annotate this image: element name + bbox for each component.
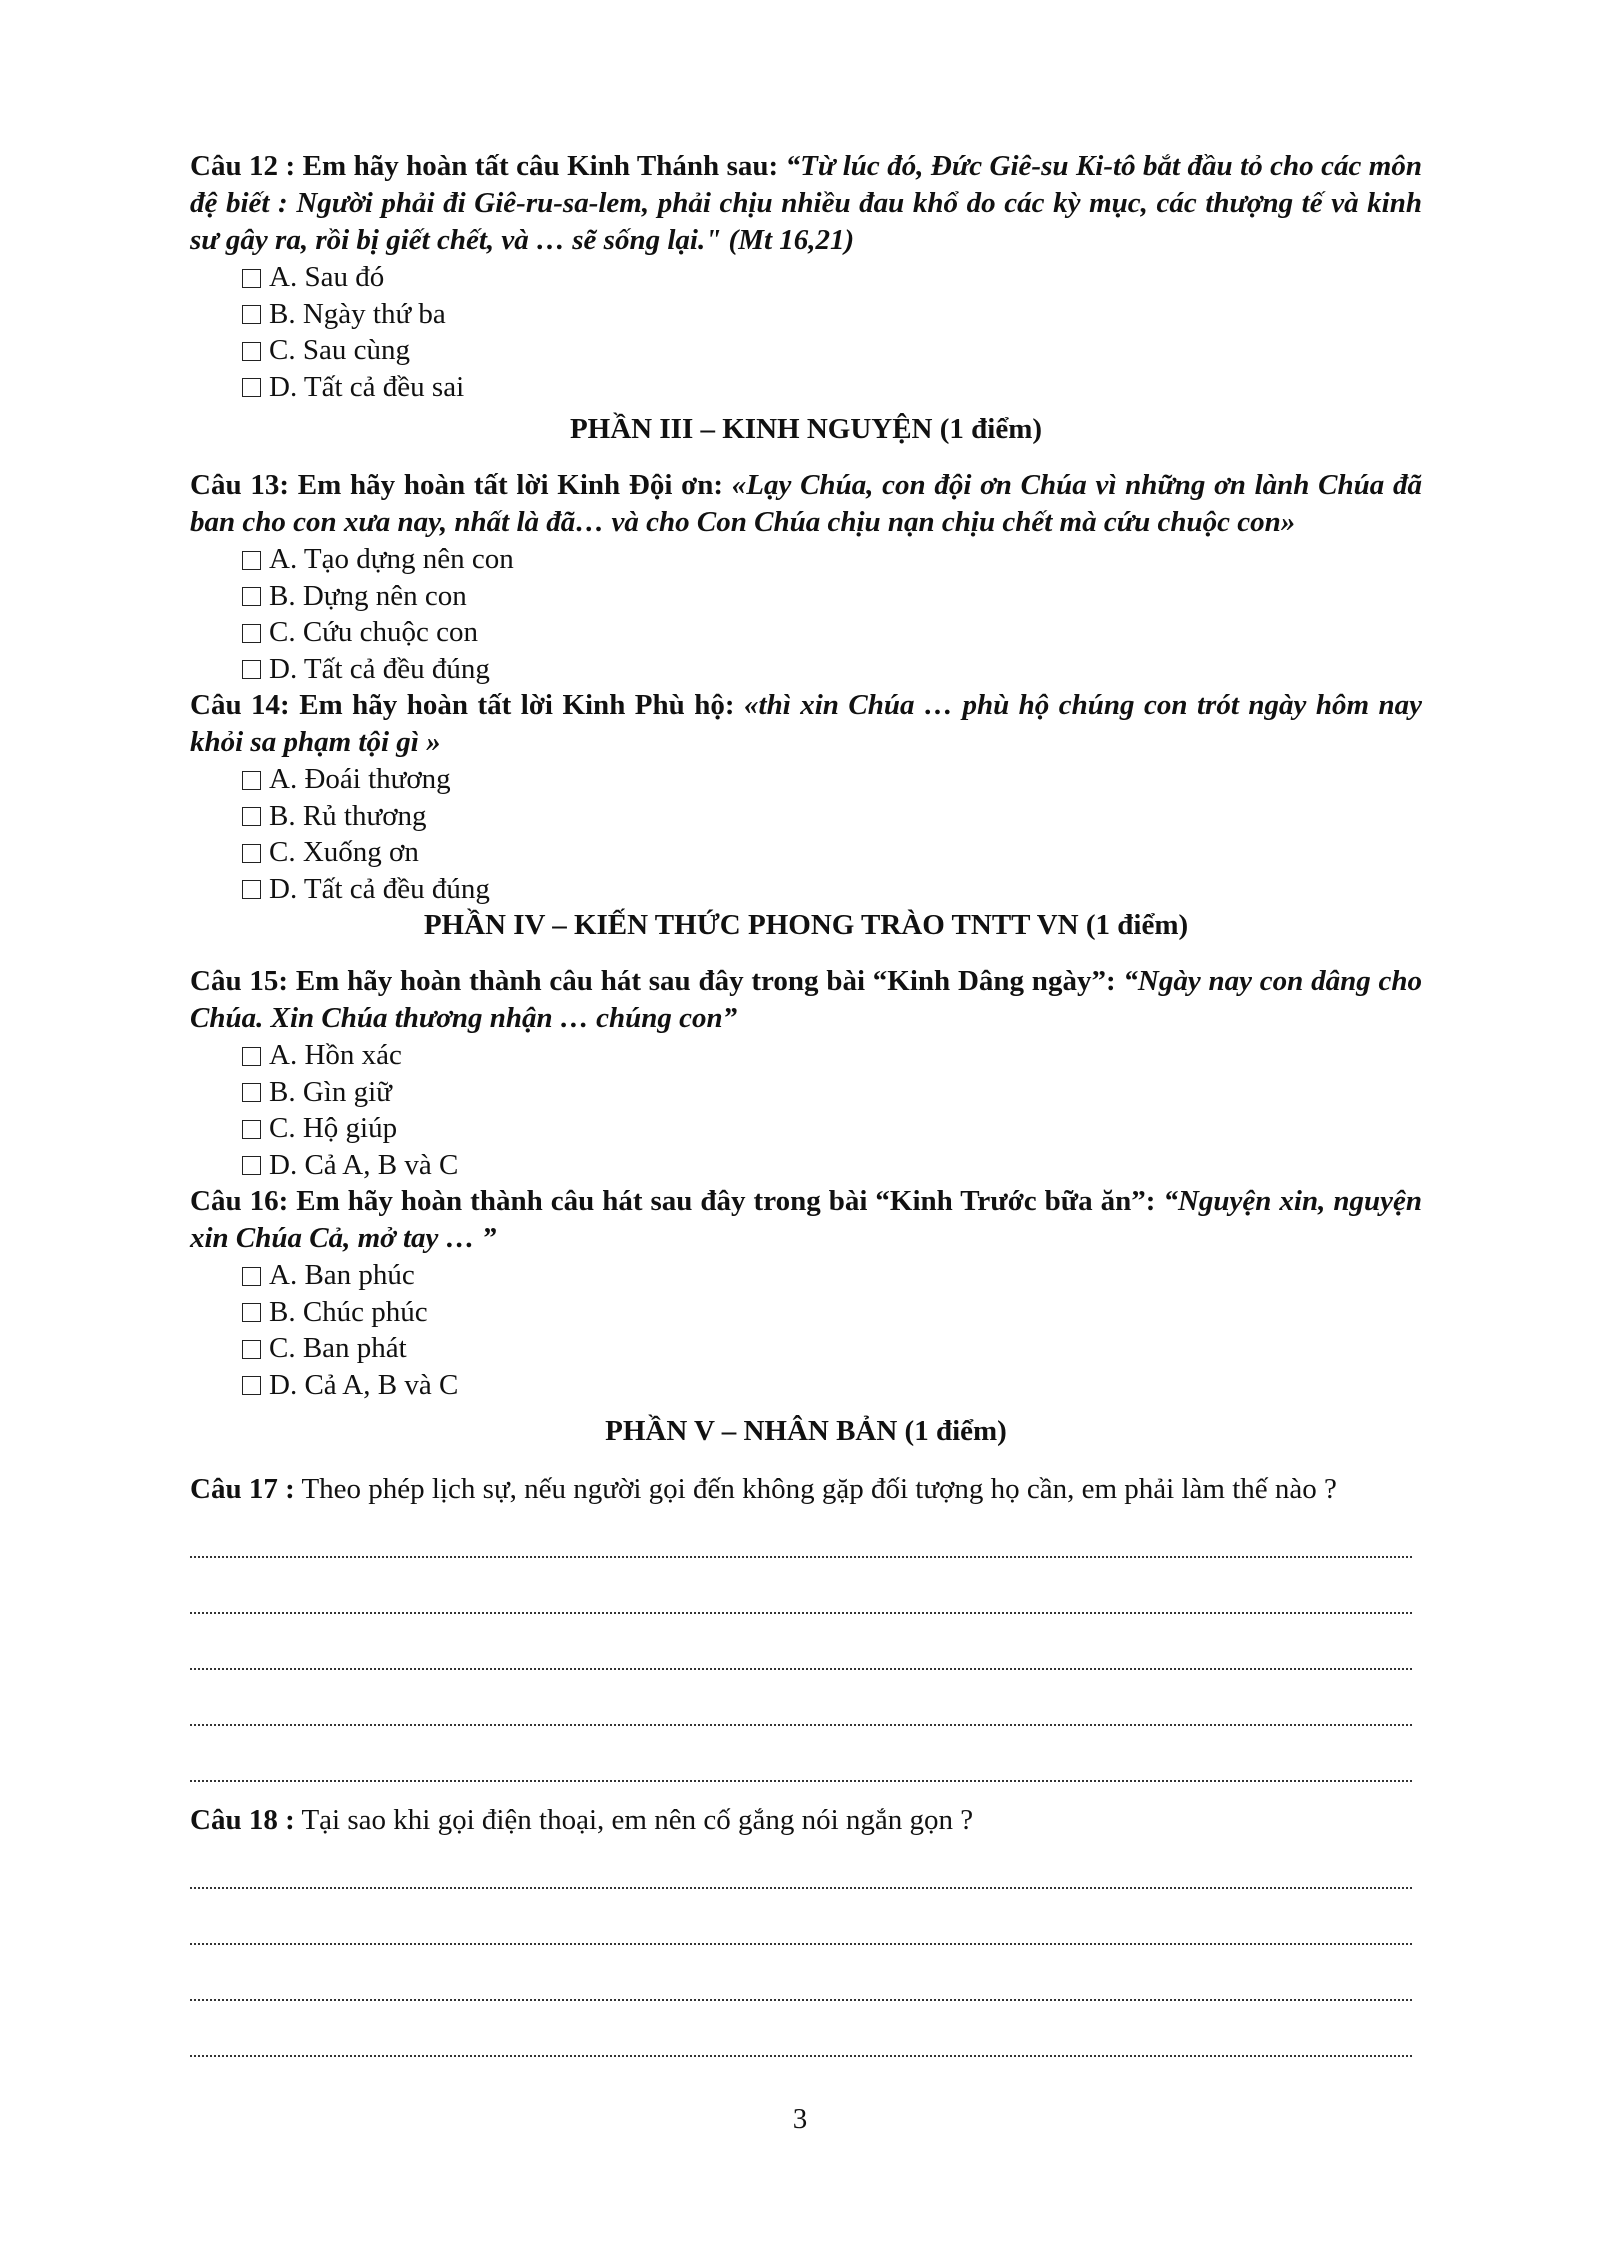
answer-line[interactable] xyxy=(190,1614,1412,1670)
option-15a[interactable] xyxy=(190,1037,1422,1074)
option-12b[interactable] xyxy=(190,296,1422,333)
checkbox-icon[interactable] xyxy=(242,624,261,643)
question-16-label: Câu 16: xyxy=(190,1185,289,1217)
question-15 xyxy=(190,963,1422,1037)
question-13-quote: «Lạy Chúa, con đội ơn Chúa vì những ơn lành Chúa đã ban cho con xưa nay, nhất là đã… và cho Con Chúa chịu nạn chịu chết mà cứu chuộc con» xyxy=(190,469,1423,538)
answer-line[interactable] xyxy=(190,1889,1412,1945)
question-12-quote: “Từ lúc đó, Đức Giê-su Ki-tô bắt đầu tỏ cho các môn đệ biết : Người phải đi Giê-ru-sa-lem, phải chịu nhiều đau khổ do các kỳ mục, các thượng tế và kinh sư gây ra, rồi bị giết chết, và … sẽ sống lại." xyxy=(190,150,1422,256)
option-label: D. Tất cả đều đúng xyxy=(269,872,490,905)
option-14b[interactable] xyxy=(190,798,1422,835)
checkbox-icon[interactable] xyxy=(242,660,261,679)
question-17-answer-area xyxy=(190,1502,1422,1782)
question-16 xyxy=(190,1183,1422,1257)
option-label: C. Xuống ơn xyxy=(269,836,419,868)
option-14c[interactable] xyxy=(190,834,1422,871)
option-16c[interactable] xyxy=(190,1330,1422,1367)
option-14a[interactable] xyxy=(190,761,1422,798)
exam-page xyxy=(190,148,1422,2057)
option-label: A. Sau đó xyxy=(269,261,385,293)
question-12 xyxy=(190,148,1422,259)
option-label: A. Đoái thương xyxy=(269,763,451,795)
question-18-answer-area xyxy=(190,1833,1422,2057)
answer-line[interactable] xyxy=(190,1833,1412,1889)
checkbox-icon[interactable] xyxy=(242,771,261,790)
question-17-text: Theo phép lịch sự, nếu người gọi đến không gặp đối tượng họ cần, em phải làm thế nào ? xyxy=(294,1473,1337,1505)
question-14-label: Câu 14: xyxy=(190,689,290,721)
option-label: A. Ban phúc xyxy=(269,1259,415,1291)
option-label: D. Tất cả đều sai xyxy=(269,370,465,403)
option-15c[interactable] xyxy=(190,1110,1422,1147)
question-14-quote: «thì xin Chúa … phù hộ chúng con trót ngày hôm nay khỏi sa phạm tội gì » xyxy=(190,689,1423,758)
question-18-label: Câu 18 : xyxy=(190,1804,295,1836)
option-13a[interactable] xyxy=(190,541,1422,578)
section-4-title: PHẦN IV – KIẾN THỨC PHONG TRÀO TNTT VN (1 điểm) xyxy=(423,909,1189,941)
option-label: D. Tất cả đều đúng xyxy=(269,652,490,685)
checkbox-icon[interactable] xyxy=(242,305,261,324)
page-number: 3 xyxy=(792,2103,808,2135)
question-17-label: Câu 17 : xyxy=(190,1473,295,1505)
option-label: C. Cứu chuộc con xyxy=(269,616,479,648)
question-14 xyxy=(190,687,1422,761)
option-label: B. Rủ thương xyxy=(269,799,427,832)
checkbox-icon[interactable] xyxy=(242,378,261,397)
option-label: B. Gìn giữ xyxy=(269,1075,392,1108)
question-15-options xyxy=(190,1037,1422,1183)
question-12-reference: (Mt 16,21) xyxy=(721,224,855,256)
question-12-label: Câu 12 : xyxy=(190,150,296,182)
checkbox-icon[interactable] xyxy=(242,1120,261,1139)
checkbox-icon[interactable] xyxy=(242,342,261,361)
option-label: A. Hồn xác xyxy=(269,1039,402,1071)
checkbox-icon[interactable] xyxy=(242,1047,261,1066)
checkbox-icon[interactable] xyxy=(242,880,261,899)
checkbox-icon[interactable] xyxy=(242,1376,261,1395)
question-17 xyxy=(190,1471,1422,1508)
option-label: C. Ban phát xyxy=(269,1332,407,1364)
option-label: C. Hộ giúp xyxy=(269,1112,398,1144)
option-15b[interactable] xyxy=(190,1074,1422,1111)
question-14-options xyxy=(190,761,1422,907)
checkbox-icon[interactable] xyxy=(242,1340,261,1359)
option-label: C. Sau cùng xyxy=(269,334,410,366)
question-13 xyxy=(190,467,1422,541)
answer-line[interactable] xyxy=(190,1670,1412,1726)
checkbox-icon[interactable] xyxy=(242,551,261,570)
option-13c[interactable] xyxy=(190,614,1422,651)
answer-line[interactable] xyxy=(190,1558,1412,1614)
checkbox-icon[interactable] xyxy=(242,1156,261,1175)
question-15-prompt: Em hãy hoàn thành câu hát sau đây trong bài “Kinh Dâng ngày”: xyxy=(288,965,1124,997)
option-label: B. Ngày thứ ba xyxy=(269,297,446,330)
checkbox-icon[interactable] xyxy=(242,1083,261,1102)
checkbox-icon[interactable] xyxy=(242,1303,261,1322)
answer-line[interactable] xyxy=(190,2001,1412,2057)
option-13b[interactable] xyxy=(190,578,1422,615)
option-15d[interactable] xyxy=(190,1147,1422,1184)
question-13-options xyxy=(190,541,1422,687)
answer-line[interactable] xyxy=(190,1945,1412,2001)
question-16-quote: “Nguyện xin, nguyện xin Chúa Cả, mở tay … ” xyxy=(190,1185,1423,1254)
option-16d[interactable] xyxy=(190,1367,1422,1404)
question-13-prompt: Em hãy hoàn tất lời Kinh Đội ơn: xyxy=(288,469,732,501)
question-16-prompt: Em hãy hoàn thành câu hát sau đây trong bài “Kinh Trước bữa ăn”: xyxy=(288,1185,1164,1217)
option-16a[interactable] xyxy=(190,1257,1422,1294)
question-15-quote: “Ngày nay con dâng cho Chúa. Xin Chúa thương nhận … chúng con” xyxy=(190,965,1422,1034)
section-5-title: PHẦN V – NHÂN BẢN (1 điểm) xyxy=(605,1415,1007,1447)
checkbox-icon[interactable] xyxy=(242,1267,261,1286)
option-12a[interactable] xyxy=(190,259,1422,296)
option-12d[interactable] xyxy=(190,369,1422,406)
checkbox-icon[interactable] xyxy=(242,269,261,288)
option-16b[interactable] xyxy=(190,1294,1422,1331)
option-label: B. Dựng nên con xyxy=(269,579,467,612)
question-15-label: Câu 15: xyxy=(190,965,289,997)
option-label: D. Cả A, B và C xyxy=(269,1368,459,1401)
option-label: A. Tạo dựng nên con xyxy=(269,543,514,575)
checkbox-icon[interactable] xyxy=(242,807,261,826)
question-14-prompt: Em hãy hoàn tất lời Kinh Phù hộ: xyxy=(289,689,745,721)
option-label: D. Cả A, B và C xyxy=(269,1148,459,1181)
option-label: B. Chúc phúc xyxy=(269,1295,428,1328)
question-18-text: Tại sao khi gọi điện thoại, em nên cố gắng nói ngắn gọn ? xyxy=(294,1804,974,1836)
section-3-title: PHẦN III – KINH NGUYỆN (1 điểm) xyxy=(569,413,1043,445)
option-13d[interactable] xyxy=(190,651,1422,688)
answer-line[interactable] xyxy=(190,1502,1412,1558)
answer-line[interactable] xyxy=(190,1726,1412,1782)
checkbox-icon[interactable] xyxy=(242,844,261,863)
checkbox-icon[interactable] xyxy=(242,587,261,606)
option-12c[interactable] xyxy=(190,332,1422,369)
question-16-options xyxy=(190,1257,1422,1403)
option-14d[interactable] xyxy=(190,871,1422,908)
question-13-label: Câu 13: xyxy=(190,469,289,501)
question-12-options xyxy=(190,259,1422,405)
question-12-prompt: Em hãy hoàn tất câu Kinh Thánh sau: xyxy=(295,150,786,182)
